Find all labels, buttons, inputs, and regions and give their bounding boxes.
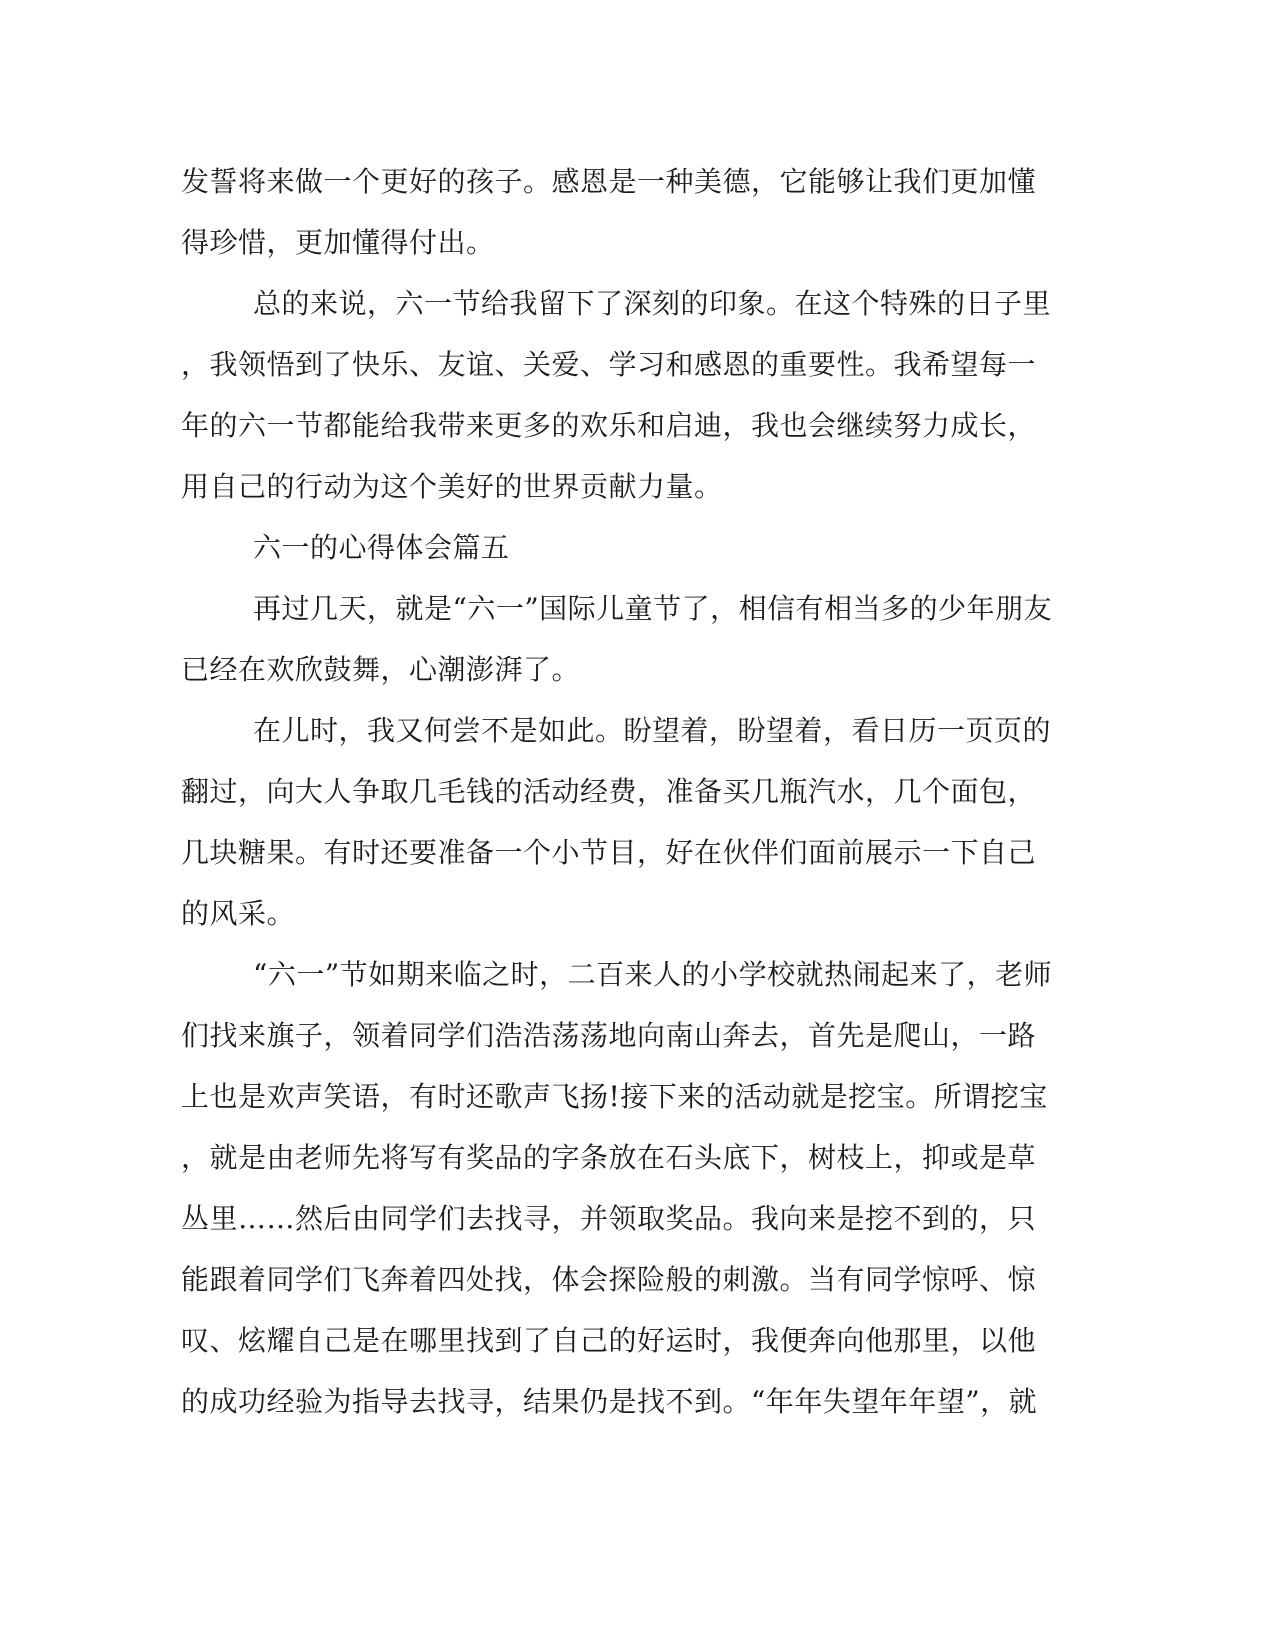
body-text bbox=[181, 154, 1061, 1435]
text-line: 们找来旗子，领着同学们浩浩荡荡地向南山奔去，首先是爬山，一路 bbox=[181, 1019, 1037, 1052]
text-line: 翻过，向大人争取几毛钱的活动经费，准备买几瓶汽水，几个面包， bbox=[181, 775, 1037, 808]
text-line: 已经在欢欣鼓舞，心潮澎湃了。 bbox=[181, 653, 581, 686]
text-line: 的成功经验为指导去找寻，结果仍是找不到。“年年失望年年望”，就 bbox=[181, 1385, 1038, 1418]
text-line: 上也是欢声笑语，有时还歌声飞扬!接下来的活动就是挖宝。所谓挖宝 bbox=[181, 1080, 1048, 1113]
text-line: ，我领悟到了快乐、友谊、关爱、学习和感恩的重要性。我希望每一 bbox=[181, 348, 1037, 381]
text-line: 再过几天，就是“六一”国际儿童节了，相信有相当多的少年朋友 bbox=[253, 592, 1053, 625]
text-line: 能跟着同学们飞奔着四处找，体会探险般的刺激。当有同学惊呼、惊 bbox=[181, 1263, 1037, 1296]
text-line: 的风采。 bbox=[181, 897, 296, 930]
section-heading: 六一的心得体会篇五 bbox=[253, 531, 510, 564]
text-line: 得珍惜，更加懂得付出。 bbox=[181, 226, 495, 259]
text-line: 叹、炫耀自己是在哪里找到了自己的好运时，我便奔向他那里，以他 bbox=[181, 1324, 1037, 1357]
text-line: ，就是由老师先将写有奖品的字条放在石头底下，树枝上，抑或是草 bbox=[181, 1141, 1037, 1174]
text-line: 发誓将来做一个更好的孩子。感恩是一种美德，它能够让我们更加懂 bbox=[181, 165, 1037, 198]
text-line: 在儿时，我又何尝不是如此。盼望着，盼望着，看日历一页页的 bbox=[253, 714, 1052, 747]
text-line: 总的来说，六一节给我留下了深刻的印象。在这个特殊的日子里 bbox=[253, 287, 1052, 320]
text-line: 用自己的行动为这个美好的世界贡献力量。 bbox=[181, 470, 723, 503]
text-line: 几块糖果。有时还要准备一个小节目，好在伙伴们面前展示一下自己 bbox=[181, 836, 1037, 869]
text-line: “六一”节如期来临之时，二百来人的小学校就热闹起来了，老师 bbox=[253, 958, 1053, 991]
text-line: 年的六一节都能给我带来更多的欢乐和启迪，我也会继续努力成长， bbox=[181, 409, 1037, 442]
text-line: 丛里……然后由同学们去找寻，并领取奖品。我向来是挖不到的，只 bbox=[181, 1202, 1037, 1235]
